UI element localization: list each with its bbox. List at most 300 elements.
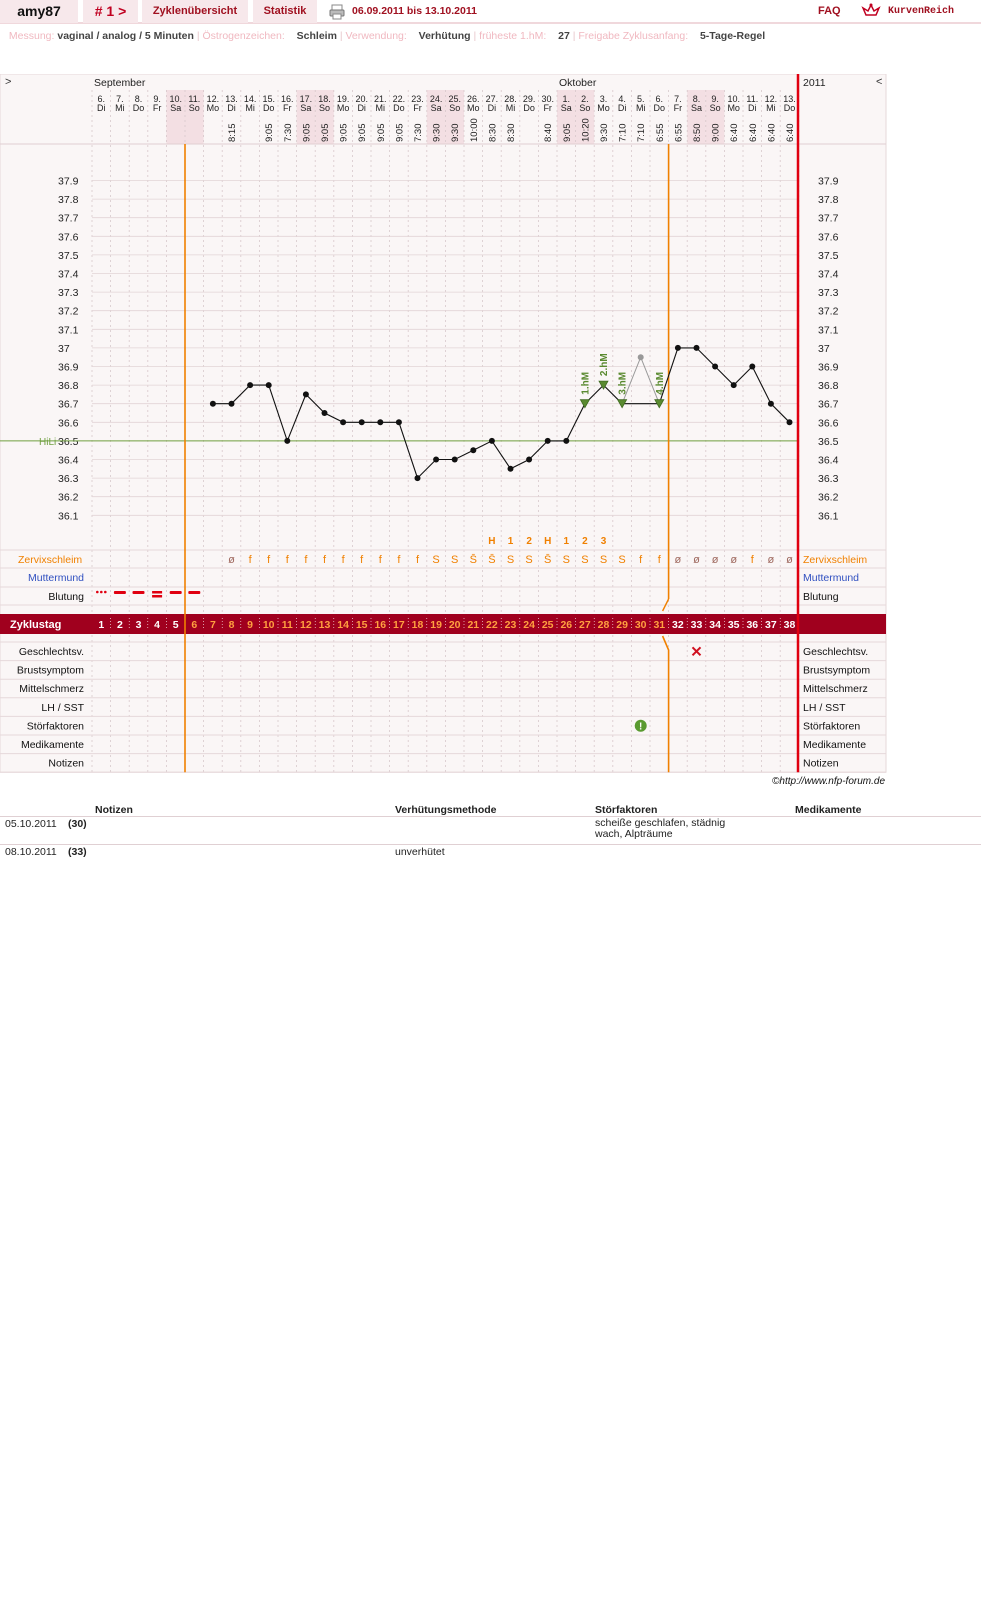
y-tick-label-left: 36.9	[58, 361, 79, 374]
cycle-day-number: 11	[281, 619, 293, 631]
measure-value: vaginal / analog / 5 Minuten	[57, 30, 194, 42]
estrogen-value: Schleim	[296, 30, 337, 42]
mucus-symbol: ø	[786, 554, 793, 566]
mucus-symbol: f	[304, 554, 308, 566]
bleeding-row-label: Blutung	[48, 591, 84, 603]
y-tick-label-right: 36.8	[818, 380, 839, 393]
date-day: 22.	[392, 94, 406, 104]
mucus-symbol: f	[378, 554, 382, 566]
cycle-day-label: Zyklustag	[10, 619, 62, 631]
mucus-symbol: S	[581, 554, 589, 566]
y-tick-label-right: 37.1	[818, 324, 839, 337]
release-label: Freigabe Zyklusanfang:	[578, 30, 689, 42]
bleeding-spotting-mark	[100, 591, 103, 594]
y-tick-label-right: 37.6	[818, 231, 839, 244]
cycle-day-number: 8	[228, 619, 235, 631]
date-weekday: Mi	[505, 103, 516, 113]
cycle-day-number: 24	[523, 619, 535, 631]
date-weekday: Mi	[635, 103, 646, 113]
y-tick-label-right: 36.6	[818, 417, 839, 430]
date-weekday: Di	[487, 103, 497, 113]
temperature-point	[675, 345, 681, 351]
date-range: 06.09.2011 bis 13.10.2011	[352, 5, 477, 17]
symptom-row-label: LH / SST	[41, 701, 84, 714]
bleeding-spotting-mark	[96, 591, 99, 594]
bleeding-medium-mark	[133, 591, 145, 594]
temperature-point	[787, 419, 793, 425]
date-day: 21.	[374, 94, 387, 104]
cycle-day-number: 38	[783, 619, 796, 631]
excluded-temperature-point	[638, 354, 644, 360]
date-day: 13.	[225, 94, 238, 104]
cycle-day-number: 4	[154, 619, 161, 631]
measurement-time: 6:40	[747, 123, 759, 142]
release-value: 5-Tage-Regel	[699, 30, 766, 42]
symptom-row-label-right: Geschlechtsv.	[803, 646, 869, 658]
cycle-day-number: 29	[616, 619, 628, 631]
y-tick-label-left: 36.8	[58, 380, 79, 393]
measurement-time: 8:30	[506, 123, 517, 142]
bleeding-medium-mark	[188, 591, 200, 594]
measurement-time: 9:05	[264, 123, 276, 142]
mucus-symbol: f	[248, 554, 252, 566]
note-cycle-day: (30)	[68, 818, 87, 830]
peak-count-label: 2	[526, 536, 532, 547]
bleeding-heavy-mark	[152, 595, 162, 598]
date-weekday: Do	[132, 103, 145, 113]
date-day: 6.	[97, 94, 106, 104]
cycle-day-number: 20	[448, 619, 461, 631]
temperature-point	[712, 364, 718, 370]
temperature-point	[731, 382, 737, 388]
date-day: 8.	[692, 94, 701, 104]
cycle-day-number: 7	[209, 619, 216, 631]
high-measurement-label: 4.hM	[654, 371, 666, 395]
y-tick-label-left: 37.2	[58, 305, 79, 318]
mucus-symbol: S	[562, 554, 570, 566]
date-day: 9.	[153, 94, 161, 104]
date-day: 14.	[243, 94, 257, 104]
date-weekday: Sa	[170, 103, 182, 113]
cycle-selector[interactable]: # 1 >	[83, 0, 138, 23]
date-weekday: Do	[393, 103, 405, 113]
mucus-row-label: Zervixschleim	[18, 554, 83, 566]
y-tick-label-right: 36.4	[818, 454, 839, 467]
date-day: 7.	[116, 94, 124, 104]
date-weekday: Sa	[690, 103, 703, 113]
mucus-symbol: ø	[730, 554, 738, 566]
cycle-day-number: 6	[191, 619, 198, 631]
date-day: 8.	[134, 94, 143, 104]
y-tick-label-right: 37.2	[818, 305, 839, 318]
cycle-day-number: 10	[262, 619, 275, 631]
y-tick-label-left: 36.4	[58, 454, 79, 467]
date-day: 18.	[318, 94, 331, 104]
date-day: 10.	[169, 94, 182, 104]
peak-count-label: H	[488, 536, 496, 547]
peak-count-label: 1	[563, 536, 570, 547]
measurement-time: 9:30	[431, 123, 443, 142]
date-day: 5.	[636, 94, 645, 104]
mucus-symbol: S	[618, 554, 626, 566]
month-label: September	[94, 77, 146, 89]
mucus-symbol: f	[750, 554, 754, 566]
symptom-row-label-right: LH / SST	[803, 701, 846, 714]
cycle-day-number: 9	[247, 619, 254, 631]
temperature-point	[415, 475, 421, 481]
date-weekday: Sa	[300, 103, 312, 113]
cycle-day-number: 16	[374, 619, 387, 631]
y-tick-label-left: 37.6	[58, 231, 79, 244]
y-tick-label-right: 37.7	[818, 212, 839, 225]
date-weekday: Di	[357, 103, 366, 113]
cycle-day-number: 19	[430, 619, 442, 631]
date-day: 1.	[562, 94, 571, 104]
cycle-day-number: 37	[765, 619, 777, 631]
temperature-point	[545, 438, 551, 444]
y-tick-label-left: 37.7	[58, 212, 79, 225]
peak-count-label: 1	[507, 536, 514, 547]
y-tick-label-left: 36.7	[58, 398, 79, 411]
cycle-day-number: 31	[653, 619, 666, 631]
mucus-symbol: f	[267, 554, 271, 566]
temperature-point	[452, 457, 458, 463]
temperature-point	[377, 419, 383, 425]
cervix-row-label: Muttermund	[28, 572, 85, 584]
y-tick-label-left: 37.8	[58, 194, 79, 207]
date-weekday: Mi	[375, 103, 386, 113]
temperature-point	[563, 438, 569, 444]
cycle-day-number: 23	[504, 619, 517, 631]
measurement-time: 10:20	[580, 118, 592, 142]
y-tick-label-right: 36.7	[818, 398, 839, 411]
temperature-point	[526, 457, 532, 463]
measurement-time: 9:30	[450, 123, 462, 142]
date-day: 2.	[581, 94, 589, 104]
cycle-day-number: 35	[727, 619, 740, 631]
date-day: 17.	[299, 94, 313, 104]
table-row	[0, 845, 981, 859]
earliest-hm-label: früheste 1.hM:	[479, 30, 547, 42]
date-day: 28.	[504, 94, 517, 104]
date-day: 16.	[281, 94, 294, 104]
measurement-time: 7:30	[282, 123, 294, 142]
y-tick-label-right: 36.5	[818, 435, 839, 448]
measurement-time: 6:55	[654, 123, 666, 142]
date-day: 15.	[262, 94, 275, 104]
temperature-point	[694, 345, 700, 351]
mucus-symbol: f	[341, 554, 345, 566]
measurement-time: 6:40	[785, 123, 796, 142]
temperature-point	[322, 410, 328, 416]
date-day: 3.	[599, 94, 608, 104]
measurement-time: 9:00	[710, 123, 722, 142]
cycle-day-number: 33	[690, 619, 703, 631]
y-tick-label-right: 36.9	[818, 361, 839, 374]
method-col-header: Verhütungsmethode	[395, 804, 497, 816]
date-weekday: Fr	[543, 103, 552, 113]
tab-cycle-overview[interactable]: Zyklenübersicht	[142, 0, 248, 23]
y-tick-label-left: 36.6	[58, 417, 79, 430]
bleeding-medium-mark	[114, 591, 126, 594]
measurement-time: 9:05	[320, 123, 331, 142]
notes-table	[0, 803, 981, 859]
cycle-day-number: 26	[560, 619, 573, 631]
date-day: 4.	[618, 94, 626, 104]
nav-prev-arrow[interactable]: >	[5, 76, 12, 88]
measurement-time: 8:30	[487, 123, 499, 142]
measurement-time: 7:10	[617, 123, 629, 142]
tab-statistics[interactable]: Statistik	[253, 0, 317, 23]
cervix-row-label-right: Muttermund	[803, 572, 860, 584]
medication-col-header: Medikamente	[795, 804, 862, 816]
date-day: 24.	[429, 94, 443, 104]
cycle-day-number: 22	[486, 619, 498, 631]
symptom-row-label: Notizen	[48, 757, 84, 770]
y-tick-label-left: 37	[58, 342, 70, 355]
date-day: 11.	[746, 94, 759, 104]
peak-count-label: 2	[582, 536, 588, 547]
temperature-point	[284, 438, 290, 444]
cycle-day-number: 3	[135, 619, 142, 631]
cycle-day-number: 27	[579, 619, 591, 631]
y-tick-label-right: 37.9	[818, 175, 839, 188]
mucus-symbol: S	[599, 554, 608, 566]
date-day: 12.	[206, 94, 220, 104]
temperature-point	[359, 419, 365, 425]
date-weekday: Mi	[115, 103, 125, 113]
mucus-symbol: S̄	[544, 554, 552, 566]
mucus-symbol: f	[322, 554, 327, 566]
y-tick-label-right: 36.1	[818, 510, 839, 523]
date-weekday: Do	[653, 103, 666, 113]
date-weekday: Di	[97, 103, 106, 113]
usage-label: Verwendung:	[345, 30, 407, 42]
symptom-row-label: Brustsymptom	[16, 664, 84, 677]
date-day: 12.	[764, 94, 778, 104]
cycle-day-number: 5	[172, 619, 179, 631]
printer-icon[interactable]	[329, 0, 345, 23]
temperature-point	[247, 382, 253, 388]
date-day: 6.	[655, 94, 664, 104]
measurement-time: 7:10	[636, 123, 648, 142]
high-measurement-label: 2.hM	[599, 353, 610, 377]
symptom-row-label: Mittelschmerz	[19, 683, 84, 696]
mucus-symbol: ø	[674, 554, 682, 566]
symptom-row-label-right: Medikamente	[803, 739, 867, 751]
y-tick-label-right: 37.5	[818, 249, 839, 262]
cycle-day-number: 13	[318, 619, 331, 631]
note-disturbance: scheiße geschlafen, städnig wach, Alpträume	[595, 817, 726, 840]
date-day: 19.	[336, 94, 350, 104]
date-weekday: Fr	[413, 103, 422, 113]
date-weekday: Fr	[283, 103, 292, 113]
crown-icon	[861, 0, 881, 23]
bleeding-medium-mark	[170, 591, 182, 594]
y-tick-label-left: 37.1	[58, 324, 79, 337]
temperature-point	[266, 382, 272, 388]
temperature-point	[489, 438, 495, 444]
estrogen-label: Östrogenzeichen:	[202, 30, 285, 42]
measurement-time: 9:05	[338, 123, 350, 142]
bleeding-row-label-right: Blutung	[803, 591, 839, 603]
temperature-point	[433, 457, 439, 463]
date-weekday: Di	[748, 103, 757, 113]
measurement-time: 7:30	[413, 123, 424, 142]
date-day: 11.	[188, 94, 201, 104]
y-tick-label-right: 37	[818, 342, 830, 355]
y-tick-label-left: 36.1	[58, 510, 79, 523]
measurement-time: 8:50	[692, 123, 703, 142]
note-date: 05.10.2011	[5, 818, 57, 830]
cycle-day-number: 21	[467, 619, 480, 631]
mucus-symbol: ø	[693, 554, 700, 566]
table-row	[0, 817, 981, 845]
measurement-time: 9:30	[599, 123, 610, 142]
high-measurement-label: 3.hM	[617, 371, 629, 395]
measurement-time: 9:05	[301, 123, 313, 142]
y-tick-label-left: 37.5	[58, 249, 79, 262]
measurement-time: 6:55	[673, 123, 685, 142]
measurement-time: 8:15	[227, 123, 238, 142]
date-weekday: So	[709, 103, 721, 113]
mucus-symbol: f	[285, 554, 289, 566]
temperature-point	[229, 401, 235, 407]
date-weekday: Mo	[206, 103, 220, 113]
cycle-day-number: 30	[634, 619, 647, 631]
date-weekday: So	[188, 103, 200, 113]
symptom-row-label: Störfaktoren	[26, 720, 84, 733]
cycle-day-number: 17	[393, 619, 405, 631]
temperature-point	[210, 401, 216, 407]
cycle-day-number: 18	[411, 619, 424, 631]
date-weekday: Fr	[152, 103, 162, 113]
temperature-point	[470, 447, 476, 453]
measurement-time: 9:05	[394, 123, 406, 142]
high-measurement-label: 1.hM	[580, 371, 592, 395]
mucus-symbol: ø	[228, 554, 235, 566]
symptom-row-label-right: Brustsymptom	[803, 664, 871, 677]
cycle-day-number: 28	[597, 619, 610, 631]
cycle-day-number: 1	[98, 619, 105, 631]
y-tick-label-left: 37.9	[58, 175, 79, 188]
mucus-symbol: f	[397, 554, 401, 566]
usage-value: Verhütung	[418, 30, 471, 42]
date-day: 26.	[467, 94, 480, 104]
symptom-row-label-right: Notizen	[803, 757, 839, 770]
cycle-day-number: 12	[300, 619, 312, 631]
cycle-info-bar: Messung: vaginal / analog / 5 Minuten | Östrogenzeichen: Schleim | Verwendung: Verhütung | früheste 1.hM: 27 | Freigabe Zyklusanfang: 5-Tage-Regel	[8, 30, 766, 42]
mucus-symbol: S	[451, 554, 459, 566]
date-day: 29.	[522, 94, 536, 104]
date-weekday: Sa	[430, 103, 442, 113]
date-weekday: So	[449, 103, 461, 113]
copyright-text: ©http://www.nfp-forum.de	[772, 776, 885, 788]
date-weekday: Mo	[336, 103, 350, 113]
cycle-day-number: 2	[116, 619, 123, 631]
mucus-symbol: S	[432, 554, 440, 566]
measurement-time: 9:05	[357, 123, 369, 142]
mucus-row-label-right: Zervixschleim	[803, 554, 868, 566]
date-weekday: Mo	[727, 103, 740, 113]
cycle-day-number: 25	[541, 619, 554, 631]
y-tick-label-left: 37.3	[58, 287, 79, 300]
faq-link[interactable]: FAQ	[818, 5, 841, 17]
y-tick-label-right: 37.4	[818, 268, 839, 281]
date-weekday: Fr	[673, 103, 683, 113]
measurement-time: 9:05	[561, 123, 573, 142]
coverline-label: HiLi	[39, 436, 57, 448]
temperature-point	[303, 391, 309, 397]
temperature-chart	[0, 74, 900, 794]
cycle-day-number: 32	[672, 619, 684, 631]
symptom-row-label: Medikamente	[20, 739, 84, 751]
symptom-row-label: Geschlechtsv.	[18, 646, 84, 658]
chart-background	[0, 74, 886, 772]
year-label: 2011	[803, 77, 826, 89]
date-day: 30.	[541, 94, 554, 104]
peak-count-label: H	[544, 536, 552, 547]
measurement-time: 6:40	[729, 123, 741, 142]
date-weekday: So	[318, 103, 331, 113]
notes-header-row	[0, 803, 981, 817]
date-day: 27.	[485, 94, 499, 104]
cycle-day-number: 34	[709, 619, 721, 631]
peak-count-label: 3	[600, 536, 607, 547]
measurement-time: 10:00	[468, 118, 480, 142]
y-tick-label-left: 36.2	[58, 491, 79, 504]
disturbance-col-header: Störfaktoren	[595, 804, 658, 816]
y-tick-label-left: 36.5	[58, 435, 79, 448]
mucus-symbol: f	[639, 554, 643, 566]
nav-next-arrow[interactable]: <	[876, 76, 883, 88]
mucus-symbol: ø	[767, 554, 775, 566]
y-tick-label-left: 37.4	[58, 268, 79, 281]
date-weekday: Mo	[467, 103, 480, 113]
y-tick-label-right: 36.2	[818, 491, 839, 504]
y-tick-label-right: 37.3	[818, 287, 839, 300]
temperature-point	[508, 466, 514, 472]
mucus-symbol: f	[657, 554, 661, 566]
disturbance-icon-glyph: !	[639, 721, 643, 733]
symptom-row-label-right: Mittelschmerz	[803, 683, 868, 696]
date-day: 9.	[711, 94, 719, 104]
date-weekday: Mo	[597, 103, 610, 113]
mucus-symbol: ø	[711, 554, 719, 566]
temperature-point	[396, 419, 402, 425]
month-label: Oktober	[559, 77, 597, 89]
date-weekday: Do	[783, 103, 796, 113]
date-weekday: Mi	[766, 103, 776, 113]
measurement-time: 8:40	[543, 123, 555, 142]
date-day: 25.	[448, 94, 461, 104]
symptom-row-label-right: Störfaktoren	[803, 720, 861, 733]
date-weekday: Di	[617, 103, 627, 113]
mucus-symbol: f	[415, 554, 420, 566]
date-day: 7.	[674, 94, 682, 104]
date-day: 10.	[727, 94, 740, 104]
mucus-symbol: S̄	[488, 554, 496, 566]
bleeding-heavy-mark	[152, 591, 162, 594]
brand-logo-text[interactable]: KurvenReich	[888, 6, 955, 17]
date-weekday: Sa	[560, 103, 572, 113]
temperature-point	[340, 419, 346, 425]
measure-label: Messung:	[8, 30, 55, 42]
date-weekday: Mi	[245, 103, 255, 113]
notes-col-header: Notizen	[95, 804, 133, 816]
mucus-symbol: S	[525, 554, 533, 566]
date-weekday: Do	[262, 103, 275, 113]
